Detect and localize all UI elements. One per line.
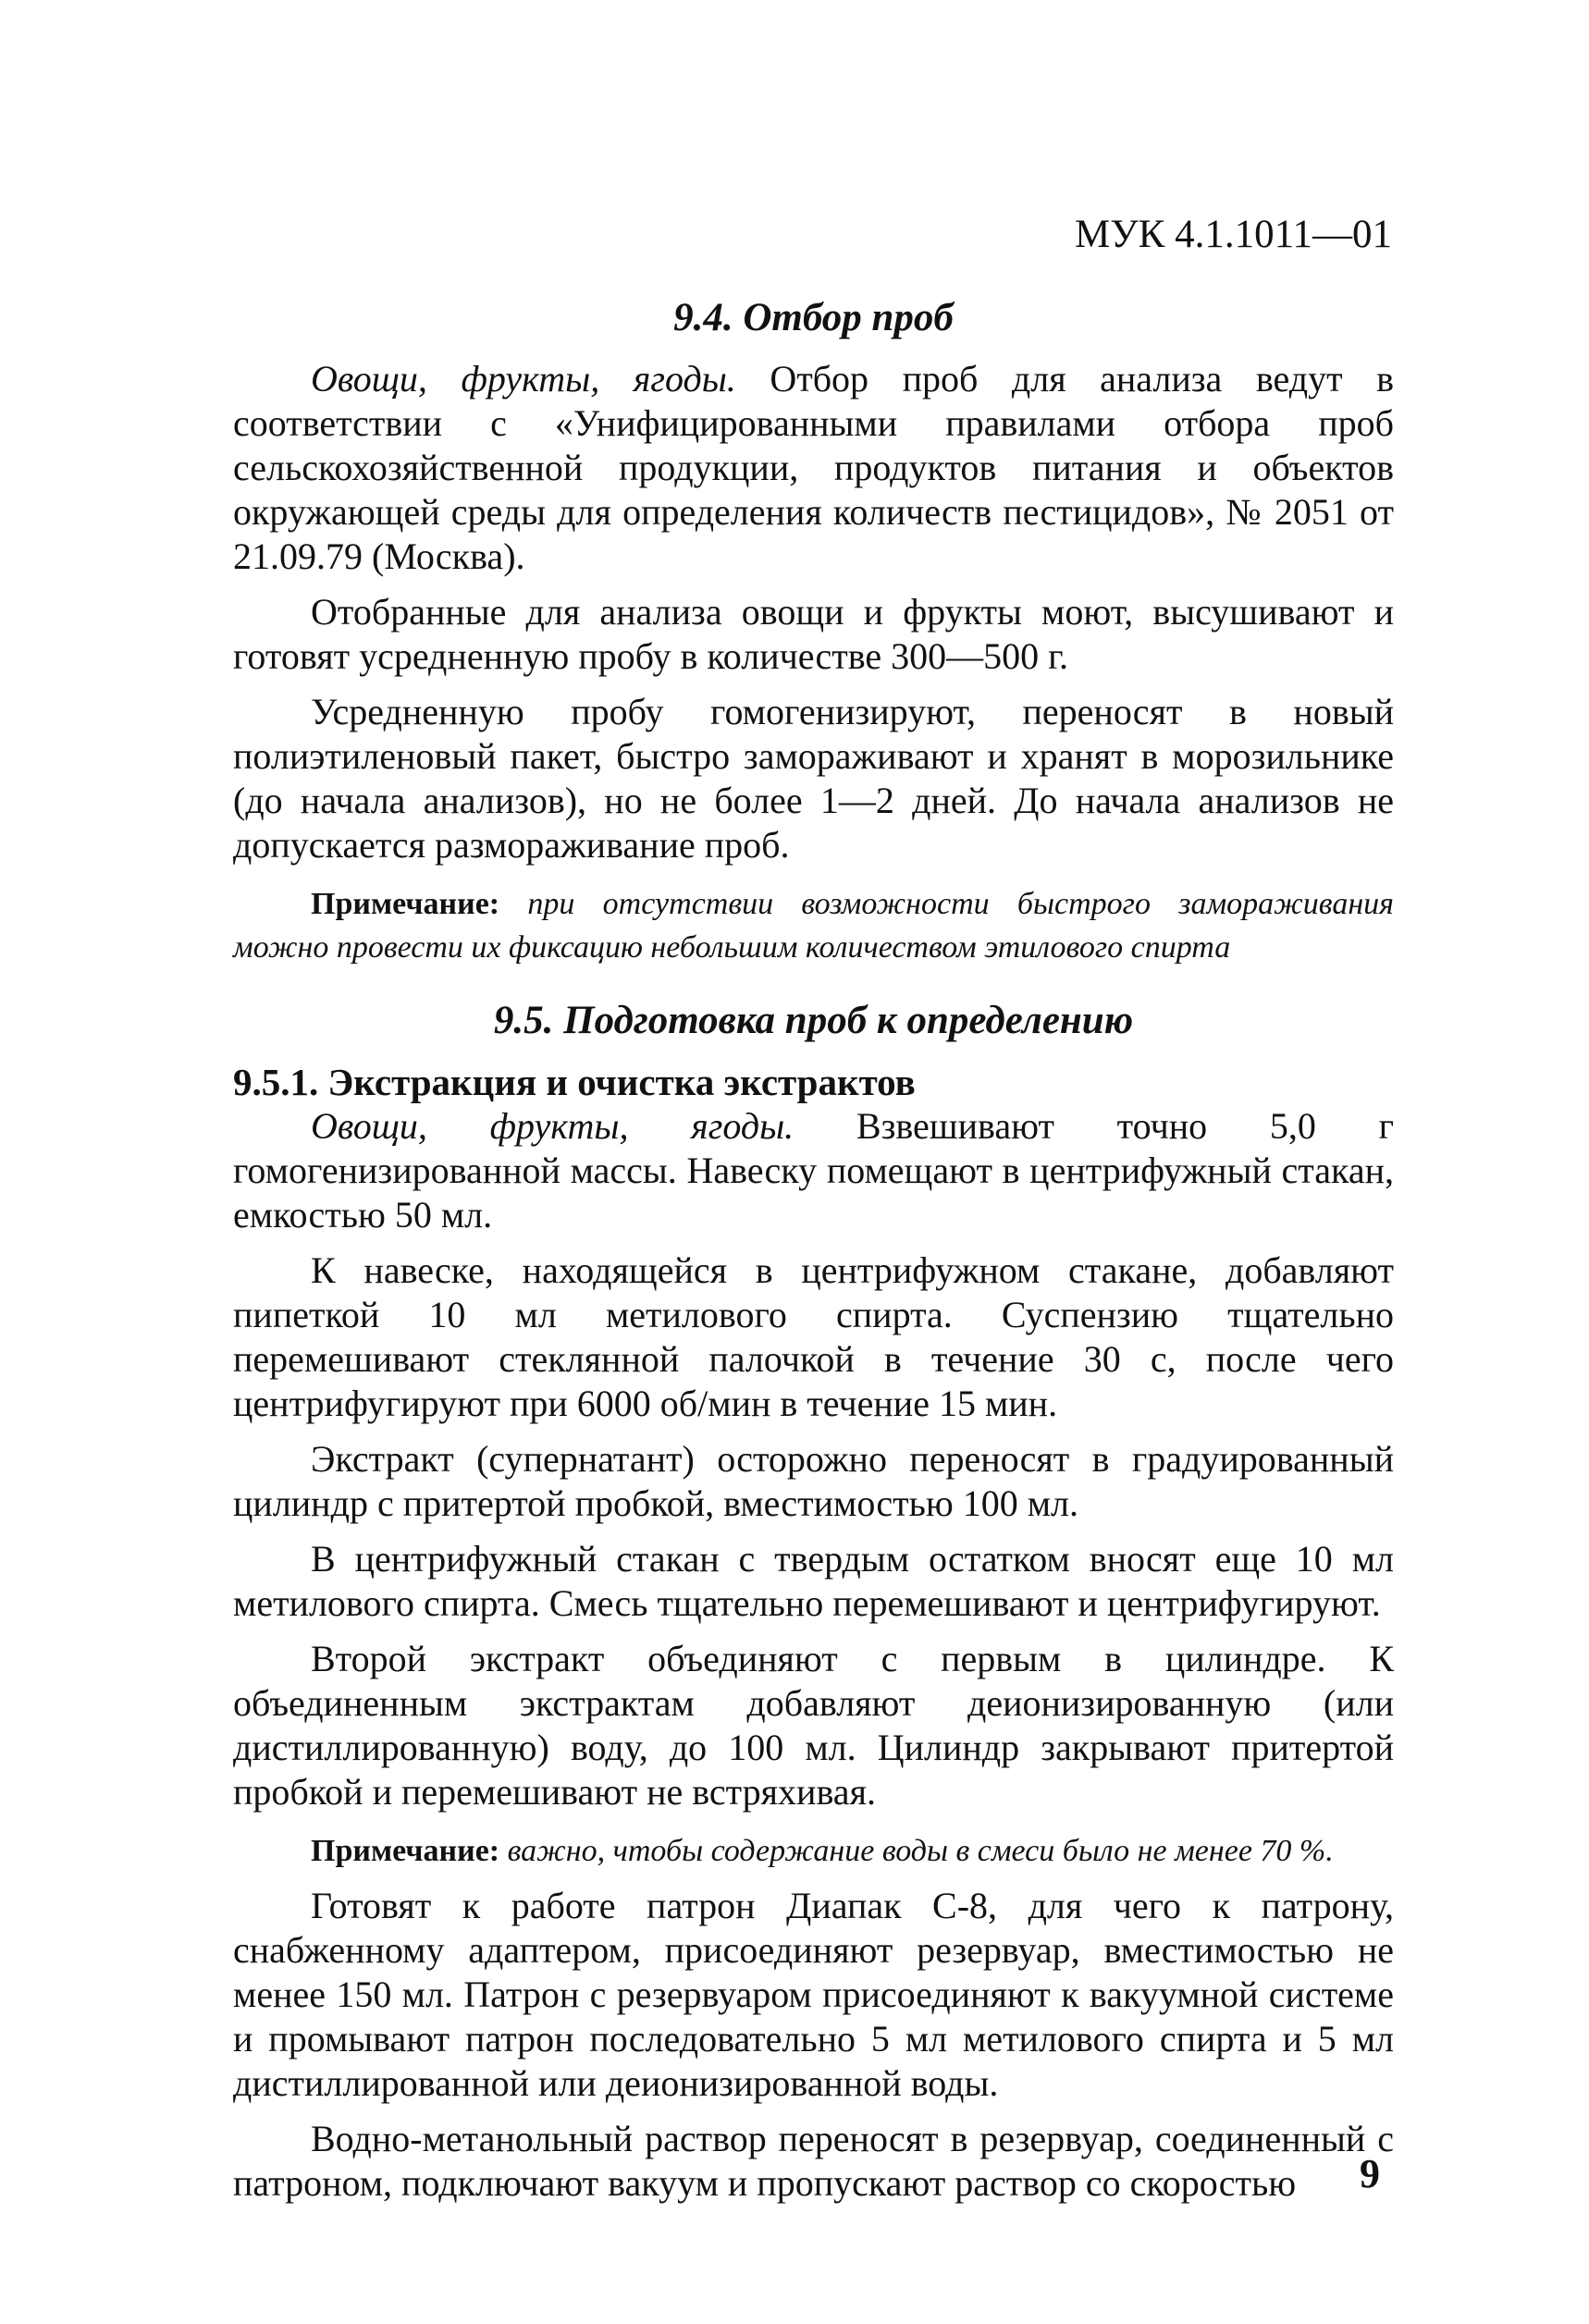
- paragraph: Экстракт (супернатант) осторожно переносят в градуированный цилиндр с притертой пробкой, вместимостью 100 мл.: [233, 1438, 1394, 1524]
- section-title-sampling: 9.4. Отбор проб: [673, 296, 954, 339]
- paragraph: [233, 1104, 1394, 1237]
- paragraph-lead: Овощи, фрукты, ягоды.: [311, 358, 736, 400]
- paragraph: Второй экстракт объединяют с первым в цилиндре. К объединенным экстрактам добавляют деионизированную (или дистиллированную) воду, до 100 мл. Цилиндр закрывают притертой пробкой и перемешивают не встряхивая.: [233, 1638, 1394, 1813]
- paragraph-text: Взвешивают точно 5,0 г гомогенизированной массы. Навеску помещают в центрифужный стакан, емкостью 50 мл.: [233, 1105, 1394, 1236]
- paragraph: Отобранные для анализа овощи и фрукты моют, высушивают и готовят усредненную пробу в количестве 300—500 г.: [233, 591, 1394, 677]
- page-content: [233, 294, 1394, 2206]
- paragraph-text: Отбор проб для анализа ведут в соответствии с «Унифицированными правилами отбора проб сельскохозяйственной продукции, продуктов питания и объектов окружающей среды для определения количеств пестицидов», № 2051 от 21.09.79 (Москва).: [233, 358, 1394, 577]
- page-number: 9: [1360, 2151, 1380, 2196]
- note-text: важно, чтобы содержание воды в смеси было не менее 70 %.: [499, 1834, 1334, 1868]
- note: [233, 882, 1394, 969]
- section-title-preparation: 9.5. Подготовка проб к определению: [493, 999, 1134, 1042]
- document-code: МУК 4.1.1011—01: [1074, 213, 1392, 256]
- note-text: при отсутствии возможности быстрого замораживания можно провести их фиксацию небольшим количеством этилового спирта: [233, 887, 1394, 965]
- paragraph: Водно-метанольный раствор переносят в резервуар, соединенный с патроном, подключают вакуум и пропускают раствор со скоростью: [233, 2118, 1394, 2204]
- paragraph: К навеске, находящейся в центрифужном стакане, добавляют пипеткой 10 мл метилового спирта. Суспензию тщательно перемешивают стеклянной палочкой в течение 30 с, после чего центрифугируют при 6000 об/мин в течение 15 мин.: [233, 1249, 1394, 1424]
- note-label: Примечание:: [311, 1834, 500, 1868]
- note-label: Примечание:: [311, 887, 500, 921]
- paragraph: Усредненную пробу гомогенизируют, переносят в новый полиэтиленовый пакет, быстро замораживают и хранят в морозильнике (до начала анализов), но не более 1—2 дней. До начала анализов не допускается размораживание проб.: [233, 691, 1394, 866]
- paragraph: Готовят к работе патрон Диапак С-8, для чего к патрону, снабженному адаптером, присоединяют резервуар, вместимостью не менее 150 мл. Патрон с резервуаром присоединяют к вакуумной системе и промывают патрон последовательно 5 мл метилового спирта и 5 мл дистиллированной или деионизированной воды.: [233, 1885, 1394, 2104]
- paragraph: В центрифужный стакан с твердым остатком вносят еще 10 мл метилового спирта. Смесь тщательно перемешивают и центрифугируют.: [233, 1538, 1394, 1624]
- paragraph-lead: Овощи, фрукты, ягоды.: [311, 1105, 794, 1147]
- subsection-title: 9.5.1. Экстракция и очистка экстрактов: [233, 1061, 916, 1103]
- paragraph: [233, 357, 1394, 579]
- note: [233, 1829, 1394, 1873]
